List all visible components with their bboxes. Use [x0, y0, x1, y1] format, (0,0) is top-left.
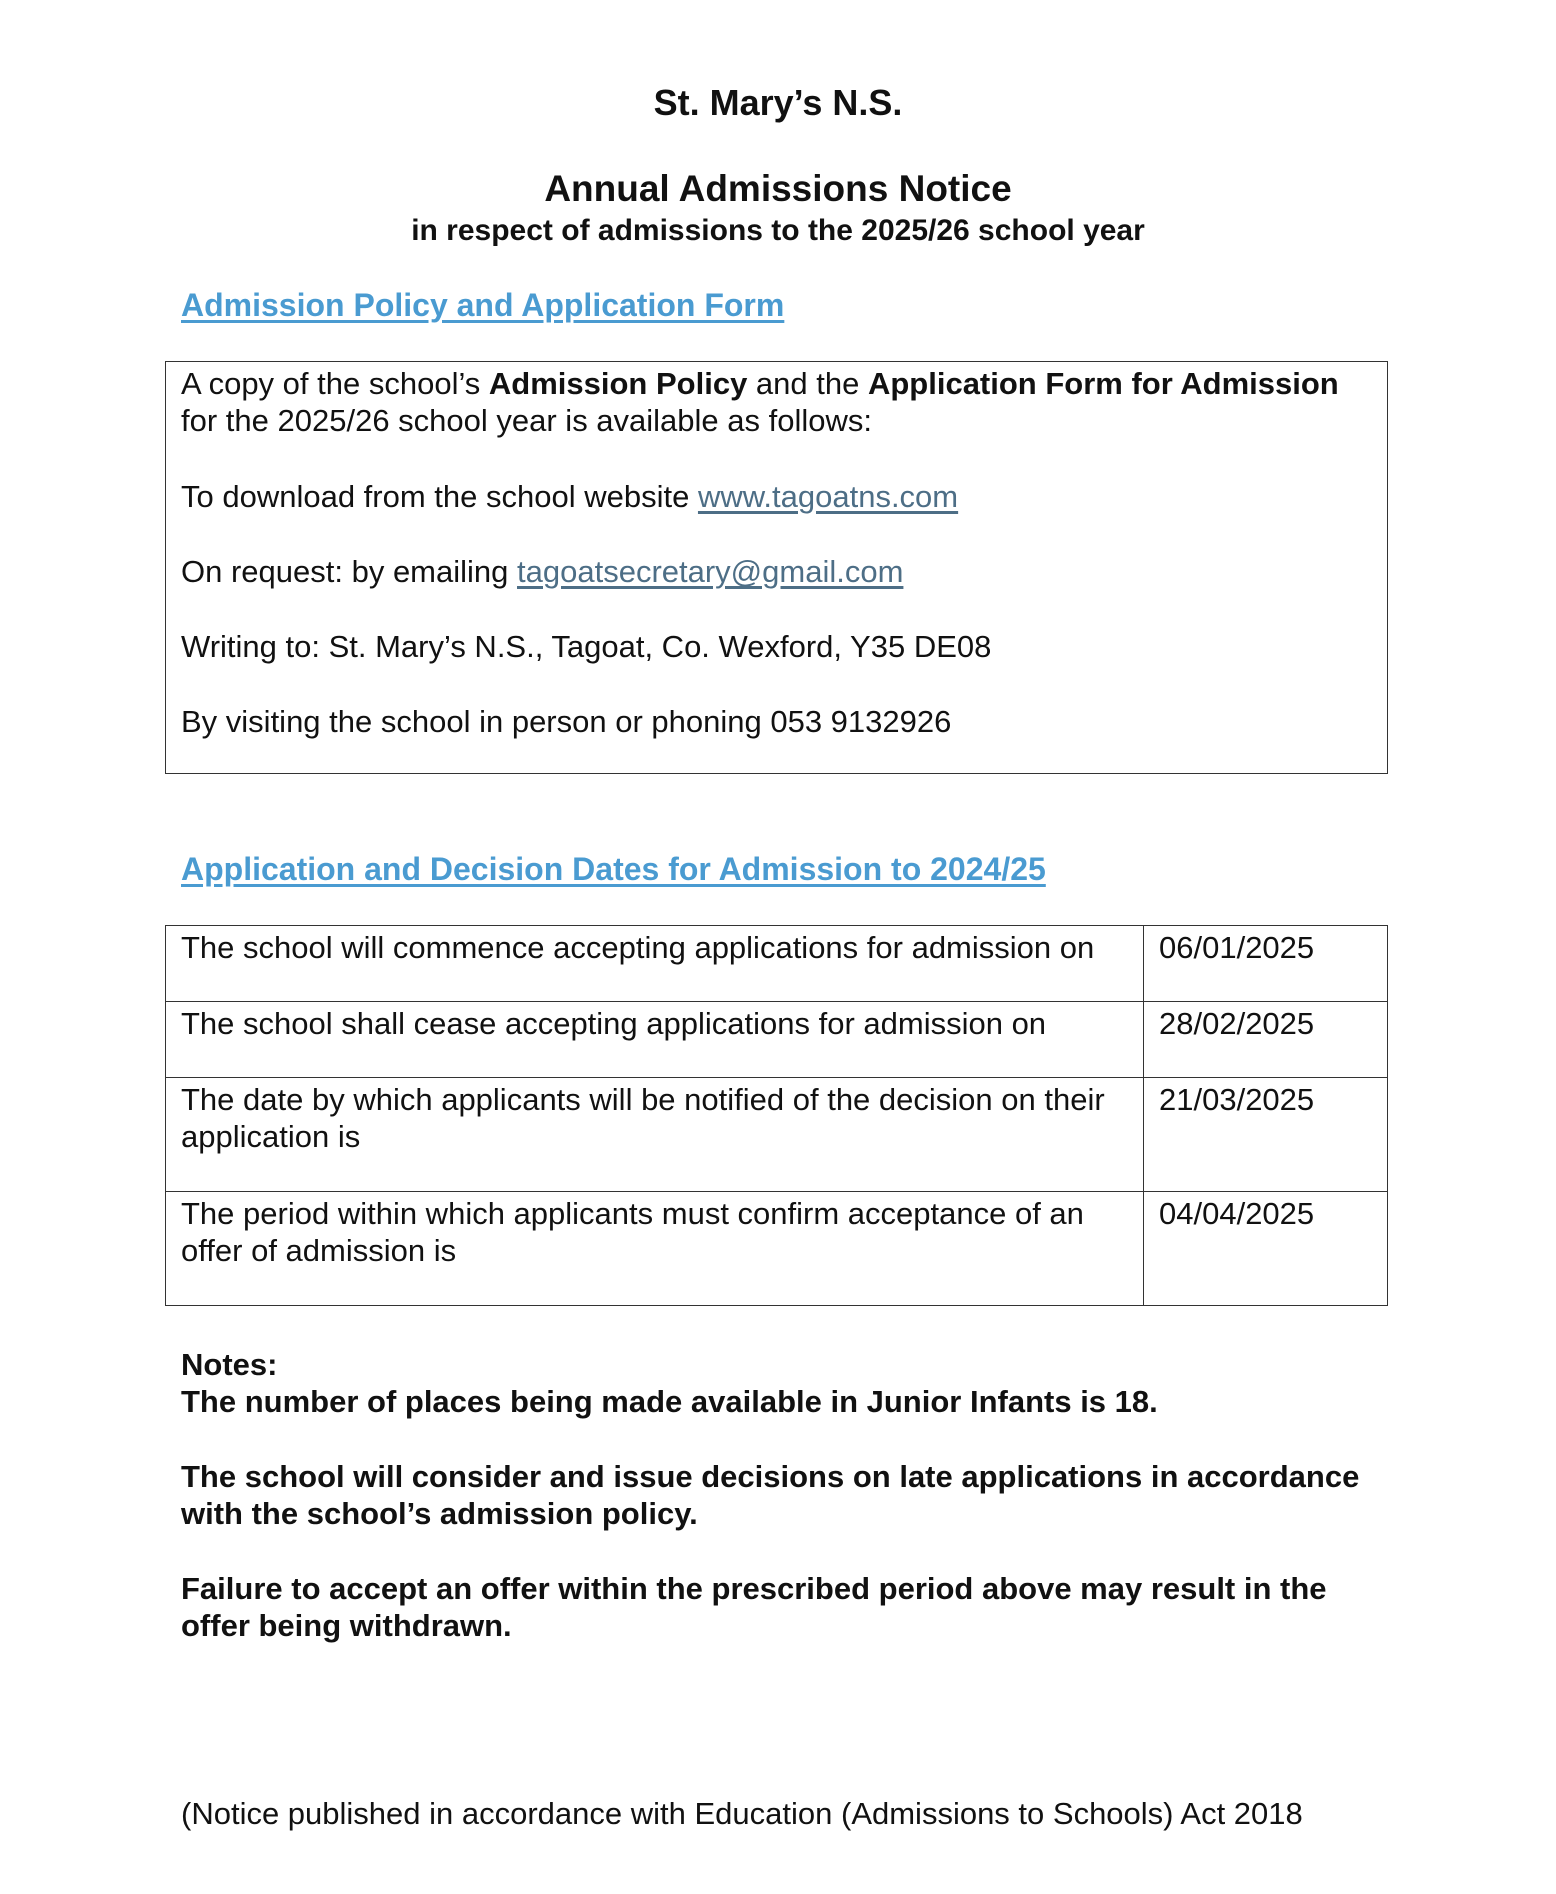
admission-policy-label: Admission Policy: [488, 366, 748, 401]
row-label: The school shall cease accepting applications for admission on: [166, 1002, 1144, 1078]
row-date: 06/01/2025: [1144, 926, 1388, 1002]
row-label: The date by which applicants will be notified of the decision on their application is: [166, 1078, 1144, 1192]
row-date: 28/02/2025: [1144, 1002, 1388, 1078]
policy-intro: A copy of the school’s Admission Policy and the Application Form for Admission for the 2025/26 school year is available as follows:: [181, 366, 1339, 438]
places-note: The number of places being made available in Junior Infants is 18.: [181, 1384, 1158, 1419]
dates-section-heading: Application and Decision Dates for Admission to 2024/25: [181, 851, 1046, 887]
footer-notice: (Notice published in accordance with Education (Admissions to Schools) Act 2018: [181, 1796, 1303, 1831]
table-row: [166, 1192, 1388, 1306]
download-line: To download from the school website www.tagoatns.com: [181, 479, 959, 514]
table-row: [166, 1002, 1388, 1078]
writing-line: Writing to: St. Mary’s N.S., Tagoat, Co. Wexford, Y35 DE08: [181, 629, 992, 664]
dates-table: [165, 925, 1388, 1306]
application-form-label: Application Form for Admission: [867, 366, 1339, 401]
policy-section-heading: Admission Policy and Application Form: [181, 287, 785, 323]
row-date: 04/04/2025: [1144, 1192, 1388, 1306]
notes-label: Notes:: [181, 1347, 278, 1382]
row-label: The school will commence accepting applications for admission on: [166, 926, 1144, 1002]
website-link[interactable]: www.tagoatns.com: [697, 479, 959, 514]
page-title: Annual Admissions Notice: [544, 168, 1012, 209]
policy-info-box: [165, 361, 1388, 774]
notes-section: [181, 1346, 1401, 1644]
late-applications-note: The school will consider and issue decisions on late applications in accordance with the school’s admission policy.: [181, 1459, 1360, 1531]
failure-note: Failure to accept an offer within the prescribed period above may result in the offer being withdrawn.: [181, 1571, 1327, 1643]
row-label: The period within which applicants must confirm acceptance of an offer of admission is: [166, 1192, 1144, 1306]
visiting-line: By visiting the school in person or phoning 053 9132926: [181, 704, 952, 739]
table-row: [166, 1078, 1388, 1192]
table-row: [166, 926, 1388, 1002]
page-subtitle: in respect of admissions to the 2025/26 school year: [411, 214, 1145, 247]
email-link[interactable]: tagoatsecretary@gmail.com: [517, 554, 904, 589]
school-name: St. Mary’s N.S.: [653, 82, 903, 123]
request-line: On request: by emailing tagoatsecretary@gmail.com: [181, 554, 904, 589]
row-date: 21/03/2025: [1144, 1078, 1388, 1192]
